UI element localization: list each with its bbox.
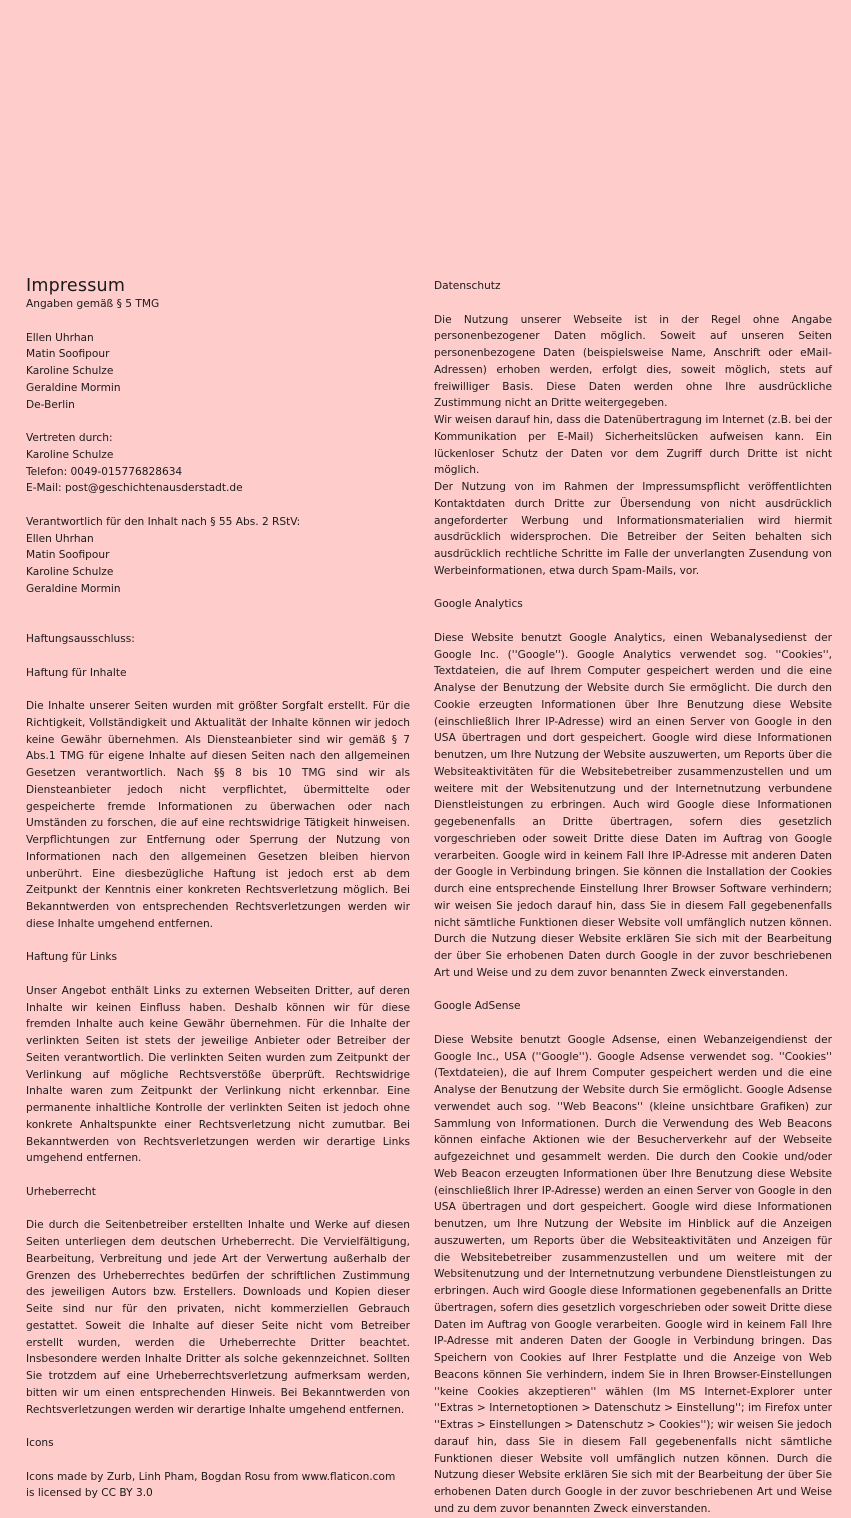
icons-credit: Icons made by Zurb, Linh Pham, Bogdan Rosu from www.flaticon.com — [26, 1470, 396, 1483]
privacy-text-3: Der Nutzung von im Rahmen der Impressumspflicht veröffentlichten Kontaktdaten durch Dritte zur Übersendung von nicht ausdrücklich angeforderter Werbung und Informationsmaterialien wird hiermit ausdrücklich widersprochen. Die Betreiber der Seiten behalten sich ausdrücklich rechtliche Schritte im Falle der unverlangten Zusendung von Werbeinformationen, etwa durch Spam-Mails, vor. — [434, 481, 832, 577]
links-liability-text: Unser Angebot enthält Links zu externen Webseiten Dritter, auf deren Inhalte wir keinen Einfluss haben. Deshalb können wir für diese fremden Inhalte auch keine Gewähr übernehmen. Für die Inhalte der verlinkten Seiten ist stets der jeweilige Anbieter oder Betreiber der Seiten verantwortlich. Die verlinkten Seiten wurden zum Zeitpunkt der Verlinkung auf mögliche Rechtsverstöße überprüft. Rechtswidrige Inhalte waren zum Zeitpunkt der Verlinkung nicht erkennbar. Eine permanente inhaltliche Kontrolle der verlinkten Seiten ist jedoch ohne konkrete Anhaltspunkte einer Rechtsverletzung nicht zumutbar. Bei Bekanntwerden von Rechtsverletzungen werden wir derartige Links umgehend entfernen. — [26, 984, 410, 1165]
icons-license: is licensed by CC BY 3.0 — [26, 1487, 153, 1500]
phone-number: Telefon: 0049-015776828634 — [26, 465, 183, 478]
copyright-text: Die durch die Seitenbetreiber erstellten Inhalte und Werke auf diesen Seiten unterliegen dem deutschen Urheberrecht. Die Vervielfältigung, Bearbeitung, Verbreitung und jede Art der Verwertung außerhalb der Grenzen des Urheberrechtes bedürfen der schriftlichen Zustimmung des jeweiligen Autors bzw. Erstellers. Downloads und Kopien dieser Seite sind nur für den privaten, nicht kommerziellen Gebrauch gestattet. Soweit die Inhalte auf dieser Seite nicht vom Betreiber erstellt wurden, werden die Urheberrechte Dritter beachtet. Insbesondere werden Inhalte Dritter als solche gekennzeichnet. Sollten Sie trotzdem auf eine Urheberrechtsverletzung aufmerksam werden, bitten wir um einen entsprechenden Hinweis. Bei Bekanntwerden von Rechtsverletzungen werden wir derartige Inhalte umgehend entfernen. — [26, 1219, 410, 1416]
privacy-text-1: Die Nutzung unserer Webseite ist in der Regel ohne Angabe personenbezogener Daten möglich. Soweit auf unseren Seiten personenbezogene Daten (beispielsweise Name, Anschrift oder eMail-Adressen) erhoben werden, erfolgt dies, soweit möglich, stets auf freiwilliger Basis. Diese Daten werden ohne Ihre ausdrückliche Zustimmung nicht an Dritte weitergegeben. — [434, 313, 832, 410]
content-liability-text: Die Inhalte unserer Seiten wurden mit größter Sorgfalt erstellt. Für die Richtigkeit, Vollständigkeit und Aktualität der Inhalte können wir jedoch keine Gewähr übernehmen. Als Diensteanbieter sind wir gemäß § 7 Abs.1 TMG für eigene Inhalte auf diesen Seiten nach den allgemeinen Gesetzen verantwortlich. Nach §§ 8 bis 10 TMG sind wir als Diensteanbieter jedoch nicht verpflichtet, übermittelte oder gespeicherte fremde Informationen zu überwachen oder nach Umständen zu forschen, die auf eine rechtswidrige Tätigkeit hinweisen. Verpflichtungen zur Entfernung oder Sperrung der Nutzung von Informationen nach den allgemeinen Gesetzen bleiben hiervon unberührt. Eine diesbezügliche Haftung ist jedoch erst ab dem Zeitpunkt der Kenntnis einer konkreten Rechtsverletzung möglich. Bei Bekanntwerden von entsprechenden Rechtsverletzungen werden wir diese Inhalte umgehend entfernen. — [26, 700, 410, 930]
responsible-name: Geraldine Mormin — [26, 582, 121, 595]
left-column — [26, 276, 410, 1502]
responsible-name: Karoline Schulze — [26, 566, 114, 578]
right-column — [434, 276, 832, 1518]
owner-name: Geraldine Mormin — [26, 381, 121, 394]
privacy-text-2: Wir weisen darauf hin, dass die Datenübertragung im Internet (z.B. bei der Kommunikation per E-Mail) Sicherheitslücken aufweisen kann. Ein lückenloser Schutz der Daten vor dem Zugriff durch Dritte ist nicht möglich. — [434, 414, 832, 477]
content-liability-heading: Haftung für Inhalte — [26, 666, 127, 679]
page-title: Impressum — [26, 276, 126, 296]
owner-name: Karoline Schulze — [26, 365, 114, 377]
links-liability-heading: Haftung für Links — [26, 951, 118, 964]
responsible-label: Verantwortlich für den Inhalt nach § 55 Abs. 2 RStV: — [26, 515, 301, 528]
impressum-subtitle: Angaben gemäß § 5 TMG — [26, 298, 160, 310]
represented-label: Vertreten durch: — [26, 432, 113, 444]
icons-heading: Icons — [26, 1437, 54, 1449]
analytics-text: Diese Website benutzt Google Analytics, einen Webanalysedienst der Google Inc. (''Google''). Google Analytics verwendet sog. ''Cookies'', Textdateien, die auf Ihrem Computer gespeichert werden und die eine Analyse der Benutzung der Website durch Sie ermöglicht. Die durch den Cookie erzeugten Informationen über Ihre Benutzung diese Website (einschließlich Ihrer IP-Adresse) wird an einen Server von Google in den USA übertragen und dort gespeichert. Google wird diese Informationen benutzen, um Ihre Nutzung der Website auszuwerten, um Reports über die Websiteaktivitäten für die Websitebetreiber zusammenzustellen und um weitere mit der Websitenutzung und der Internetnutzung verbundene Dienstleistungen zu erbringen. Auch wird Google diese Informationen gegebenenfalls an Dritte übertragen, sofern dies gesetzlich vorgeschrieben oder soweit Dritte diese Daten im Auftrag von Google verarbeiten. Google wird in keinem Fall Ihre IP-Adresse mit anderen Daten der Google in Verbindung bringen. Sie können die Installation der Cookies durch eine entsprechende Einstellung Ihrer Browser Software verhindern; wir weisen Sie jedoch darauf hin, dass Sie in diesem Fall gegebenenfalls nicht sämtliche Funktionen dieser Website voll umfänglich nutzen können. Durch die Nutzung dieser Website erklären Sie sich mit der Bearbeitung der über Sie erhobenen Daten durch Google in der zuvor beschriebenen Art und Weise und zu dem zuvor benannten Zweck einverstanden. — [434, 631, 832, 979]
adsense-heading: Google AdSense — [434, 1000, 521, 1013]
analytics-heading: Google Analytics — [434, 598, 523, 611]
adsense-text: Diese Website benutzt Google Adsense, einen Webanzeigendienst der Google Inc., USA (''Google''). Google Adsense verwendet sog. ''Cookies'' (Textdateien), die auf Ihrem Computer gespeichert werden und die eine Analyse der Benutzung der Website durch Sie ermöglicht. Google Adsense verwendet auch sog. ''Web Beacons'' (kleine unsichtbare Grafiken) zur Sammlung von Informationen. Durch die Verwendung des Web Beacons können einfache Aktionen wie der Besucherverkehr auf der Webseite aufgezeichnet und gesammelt werden. Die durch den Cookie und/oder Web Beacon erzeugten Informationen über Ihre Benutzung diese Website (einschließlich Ihrer IP-Adresse) werden an einen Server von Google in den USA übertragen und dort gespeichert. Google wird diese Informationen benutzen, um Ihre Nutzung der Website im Hinblick auf die Anzeigen auszuwerten, um Reports über die Websiteaktivitäten und Anzeigen für die Websitebetreiber zusammenzustellen und um weitere mit der Websitenutzung und der Internetnutzung verbundene Dienstleistungen zu erbringen. Auch wird Google diese Informationen gegebenenfalls an Dritte übertragen, sofern dies gesetzlich vorgeschrieben oder soweit Dritte diese Daten im Auftrag von Google verarbeiten. Google wird in keinem Fall Ihre IP-Adresse mit anderen Daten der Google in Verbindung bringen. Das Speichern von Cookies auf Ihrer Festplatte und die Anzeige von Web Beacons können Sie verhindern, indem Sie in Ihren Browser-Einstellungen ''keine Cookies akzeptieren'' wählen (Im MS Internet-Explorer unter ''Extras > Internetoptionen > Datenschutz > Einstellung''; im Firefox unter ''Extras > Einstellungen > Datenschutz > Cookies''); wir weisen Sie jedoch darauf hin, dass Sie in diesem Fall gegebenenfalls nicht sämtliche Funktionen dieser Website voll umfänglich nutzen können. Durch die Nutzung dieser Website erklären Sie sich mit der Bearbeitung der über Sie erhobenen Daten durch Google in der zuvor beschriebenen Art und Weise und zu dem zuvor benannten Zweck einverstanden. — [434, 1033, 832, 1515]
owner-location: De-Berlin — [26, 398, 75, 411]
disclaimer-heading: Haftungsausschluss: — [26, 633, 135, 645]
copyright-heading: Urheberrecht — [26, 1185, 96, 1198]
represented-name: Karoline Schulze — [26, 448, 114, 461]
privacy-heading: Datenschutz — [434, 280, 501, 292]
responsible-name: Ellen Uhrhan — [26, 532, 94, 545]
owner-name: Ellen Uhrhan — [26, 331, 94, 344]
owner-name: Matin Soofipour — [26, 348, 110, 361]
responsible-name: Matin Soofipour — [26, 549, 110, 562]
email-address: E-Mail: post@geschichtenausderstadt.de — [26, 482, 243, 495]
